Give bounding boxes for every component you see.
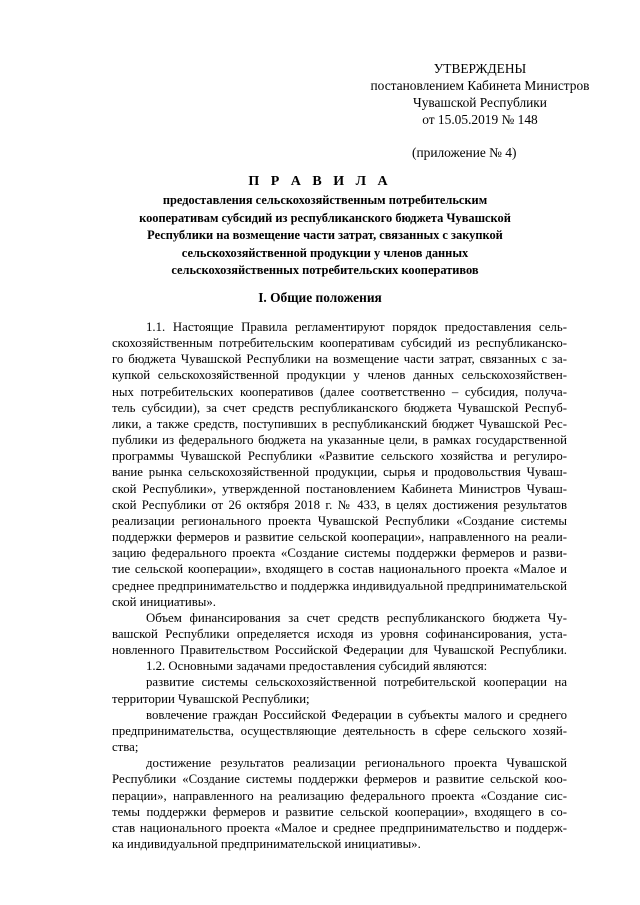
body-line: перации», направленного на реализацию федерального проекта «Создание сис- — [112, 788, 567, 803]
body-line: реализации регионального проекта Чувашской Республики «Создание системы — [112, 513, 567, 528]
body-line: ской Республики от 26 октября 2018 г. № 433, в целях достижения результатов — [112, 497, 567, 512]
body-line: ской инициативы». — [112, 594, 216, 609]
approval-title: УТВЕРЖДЕНЫ — [433, 61, 527, 76]
body-line: купкой сельскохозяйственной продукции у членов данных сельскохозяйствен- — [112, 368, 567, 383]
body-line: вовлечение граждан Российской Федерации в субъекты малого и среднего — [146, 707, 567, 722]
body-line: 1.2. Основными задачами предоставления субсидий являются: — [146, 659, 488, 674]
section-heading: I. Общие положения — [258, 290, 382, 305]
approval-date: от 15.05.2019 № 148 — [422, 112, 538, 127]
document-body — [112, 319, 567, 852]
subtitle-line: сельскохозяйственной продукции у членов данных — [181, 245, 469, 260]
body-line: лики, а также средств, поступивших в республиканский бюджет Чувашской Рес- — [112, 416, 567, 431]
body-line: среднее предпринимательство и поддержка индивидуальной предпринимательской — [112, 578, 567, 593]
body-line: публики из федерального бюджета на указанные цели, в рамках государственной — [112, 433, 567, 448]
approval-block — [355, 60, 605, 128]
body-line: достижение результатов реализации регионального проекта Чувашской — [146, 756, 567, 771]
body-line: став национального проекта «Малое и среднее предпринимательство и поддерж- — [112, 820, 567, 835]
subtitle-line: предоставления сельскохозяйственным потребительским — [162, 193, 488, 207]
body-line: ных потребительских кооперативов (далее соответственно – субсидия, получа- — [112, 384, 567, 399]
body-line: предпринимательства, осуществляющие деятельность в сфере сельского хозяй- — [112, 723, 567, 738]
approval-line: Чувашской Республики — [413, 95, 547, 110]
body-line: тель субсидии), за счет средств республиканского бюджета Чувашской Респуб- — [112, 400, 567, 415]
body-line: новленного Правительством Российской Федерации для Чувашской Республики. — [112, 643, 567, 658]
subtitle-line: кооперативам субсидий из республиканского бюджета Чувашской — [139, 210, 511, 225]
rules-title: П Р А В И Л А — [248, 174, 392, 189]
annex-label: (приложение № 4) — [412, 145, 517, 160]
approval-line: постановлением Кабинета Министров — [370, 78, 590, 93]
body-line: Объем финансирования за счет средств республиканского бюджета Чу- — [146, 610, 567, 625]
body-line: территории Чувашской Республики; — [112, 691, 310, 706]
body-line: вание рынка сельскохозяйственной продукции, сырья и продовольствия Чуваш- — [112, 465, 567, 480]
subtitle-line: сельскохозяйственных потребительских кооперативов — [171, 263, 479, 278]
body-line: го бюджета Чувашской Республики на возмещение части затрат, связанных с за- — [112, 352, 567, 367]
body-line: Республики «Создание системы поддержки фермеров и развитие сельской коо- — [112, 772, 567, 787]
body-line: программы Чувашской Республики «Развитие сельского хозяйства и регулиро- — [112, 449, 567, 464]
body-line: темы поддержки фермеров и развитие сельской кооперации», входящего в со- — [112, 804, 567, 819]
body-line: ства; — [112, 740, 139, 755]
subtitle-line: Республики на возмещение части затрат, связанных с закупкой — [147, 228, 503, 243]
body-line: вашской Республики определяется исходя из уровня софинансирования, уста- — [112, 626, 567, 641]
body-line: поддержки фермеров и развитие сельской кооперации», направленного на реали- — [112, 530, 567, 545]
body-line: ской Республики», утвержденной постановлением Кабинета Министров Чуваш- — [112, 481, 567, 496]
rules-subtitle — [100, 192, 550, 280]
body-line: скохозяйственным потребительским кооперативам субсидий из республиканско- — [112, 336, 567, 351]
body-line: ка индивидуальной предпринимательской инициативы». — [112, 836, 421, 851]
body-line: зацию федерального проекта «Создание системы поддержки фермеров и разви- — [112, 546, 567, 561]
body-line: тие сельской кооперации», входящего в состав национального проекта «Малое и — [112, 562, 567, 577]
body-line: развитие системы сельскохозяйственной потребительской кооперации на — [146, 675, 567, 690]
body-line: 1.1. Настоящие Правила регламентируют порядок предоставления сель- — [146, 320, 567, 334]
